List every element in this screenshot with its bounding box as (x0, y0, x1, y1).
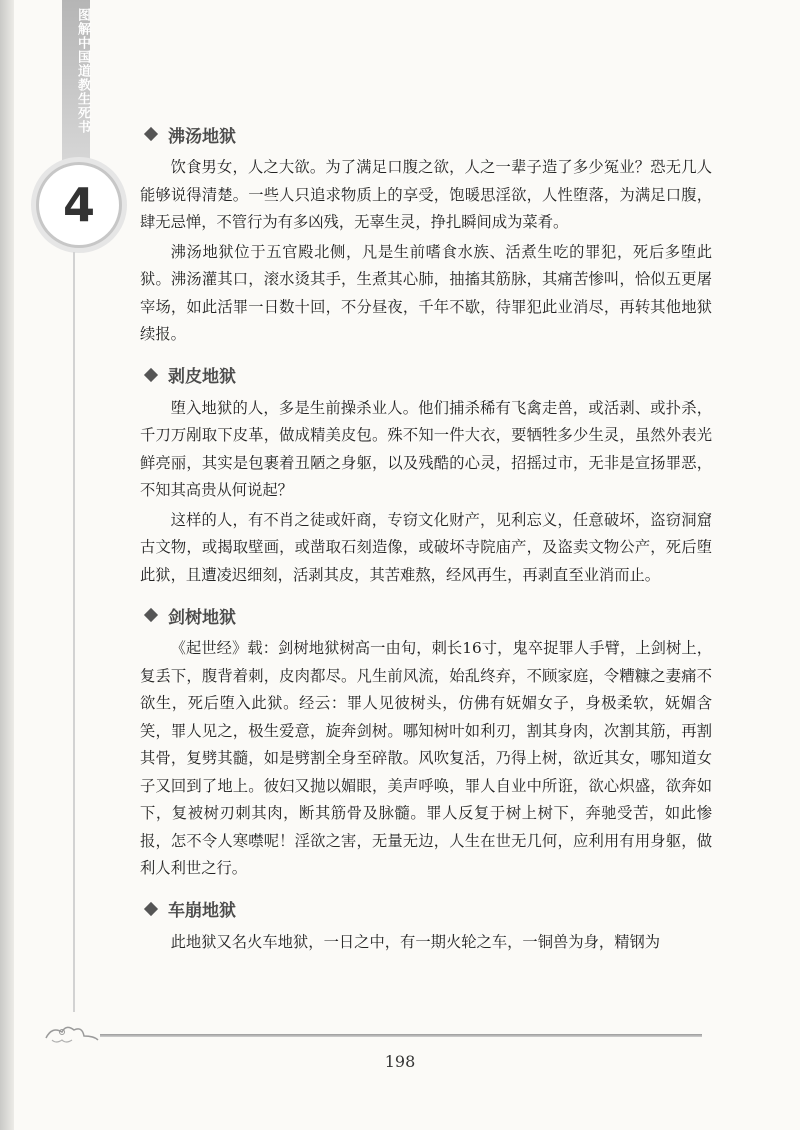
page-number: 198 (384, 1052, 416, 1071)
diamond-bullet-icon (144, 127, 158, 141)
paragraph: 《起世经》载：剑树地狱树高一由旬，刺长16寸，鬼卒捉罪人手臂，上剑树上，复丢下，腹背着刺，皮肉都尽。凡生前风流，始乱终弃，不顾家庭，令糟糠之妻痛不欲生，死后堕入此狱。经云：罪人见彼树头，仿佛有妩媚女子，身极柔软，妩媚含笑，罪人见之，极生爱意，旋奔剑树。哪知树叶如利刃，割其身肉，次割其筋，再割其骨，复劈其髓，如是劈割全身至碎散。风吹复活，乃得上树，欲近其女，哪知道女子又回到了地上。彼妇又抛以媚眼，美声呼唤，罪人自业中所诳，欲心炽盛，欲奔如下，复被树刃刺其肉，断其筋骨及脉髓。罪人反复于树上树下，奔驰受苦，如此惨报，怎不令人寒噤呢！淫欲之害，无量无边，人生在世无几何，应利用有用身躯，做利人利世之行。 (140, 639, 712, 877)
diamond-bullet-icon (144, 367, 158, 381)
section-flaying-hell (140, 359, 712, 590)
section-heading-text: 剑树地狱 (168, 607, 236, 628)
section-heading (140, 893, 712, 925)
footer-rule (100, 1034, 702, 1037)
cloud-ornament-icon (38, 1018, 108, 1048)
section-heading (140, 599, 712, 631)
paragraph: 此地狱又名火车地狱，一日之中，有一期火轮之车，一铜兽为身，精钢为 (170, 932, 661, 951)
section-heading (140, 359, 712, 391)
section-heading-text: 剥皮地狱 (168, 367, 236, 387)
side-divider-line (73, 252, 75, 1012)
section-heading-text: 车崩地狱 (168, 901, 236, 921)
book-title: 图解中国道教生死书 (75, 8, 90, 134)
section-boiling-soup-hell (140, 118, 712, 349)
paragraph: 堕入地狱的人，多是生前操杀业人。他们捕杀稀有飞禽走兽，或活剥、或扑杀，千刀万剐取下皮革，做成精美皮包。殊不知一件大衣，要牺牲多少生灵，虽然外表光鲜亮丽，其实是包裹着丑陋之身躯，以及残酷的心灵，招摇过市，无非是宣扬罪恶，不知其高贵从何说起？ (140, 398, 712, 499)
diamond-bullet-icon (144, 608, 158, 622)
page-content (140, 118, 712, 966)
section-heading-text: 沸汤地狱 (168, 126, 236, 147)
diamond-bullet-icon (144, 901, 158, 915)
section-heading (140, 118, 712, 150)
section-cart-collapse-hell (140, 893, 712, 957)
chapter-number: 4 (62, 178, 95, 232)
paragraph: 沸汤地狱位于五官殿北侧，凡是生前嗜食水族、活煮生吃的罪犯，死后多堕此狱。沸汤灌其口，滚水烫其手，生煮其心肺，抽搐其筋脉，其痛苦惨叫，恰似五更屠宰场，如此活罪一日数十回，不分昼夜，千年不歇，待罪犯此业消尽，再转其他地狱续报。 (140, 242, 712, 343)
paragraph: 这样的人，有不肖之徒或奸商，专窃文化财产，见利忘义，任意破坏，盗窃洞窟古文物，或揭取壁画，或凿取石刻造像，或破坏寺院庙产，及盗卖文物公产，死后堕此狱，且遭凌迟细刻，活剥其皮，其苦难熬，经风再生，再剥直至业消而止。 (140, 510, 712, 584)
page-binding-edge (0, 0, 14, 1130)
section-sword-tree-hell (140, 599, 712, 883)
paragraph: 饮食男女，人之大欲。为了满足口腹之欲，人之一辈子造了多少冤业？恐无几人能够说得清楚。一些人只追求物质上的享受，饱暖思淫欲，人性堕落，为满足口腹，肆无忌惮，不管行为有多凶残，无辜生灵，挣扎瞬间成为菜肴。 (140, 158, 712, 231)
